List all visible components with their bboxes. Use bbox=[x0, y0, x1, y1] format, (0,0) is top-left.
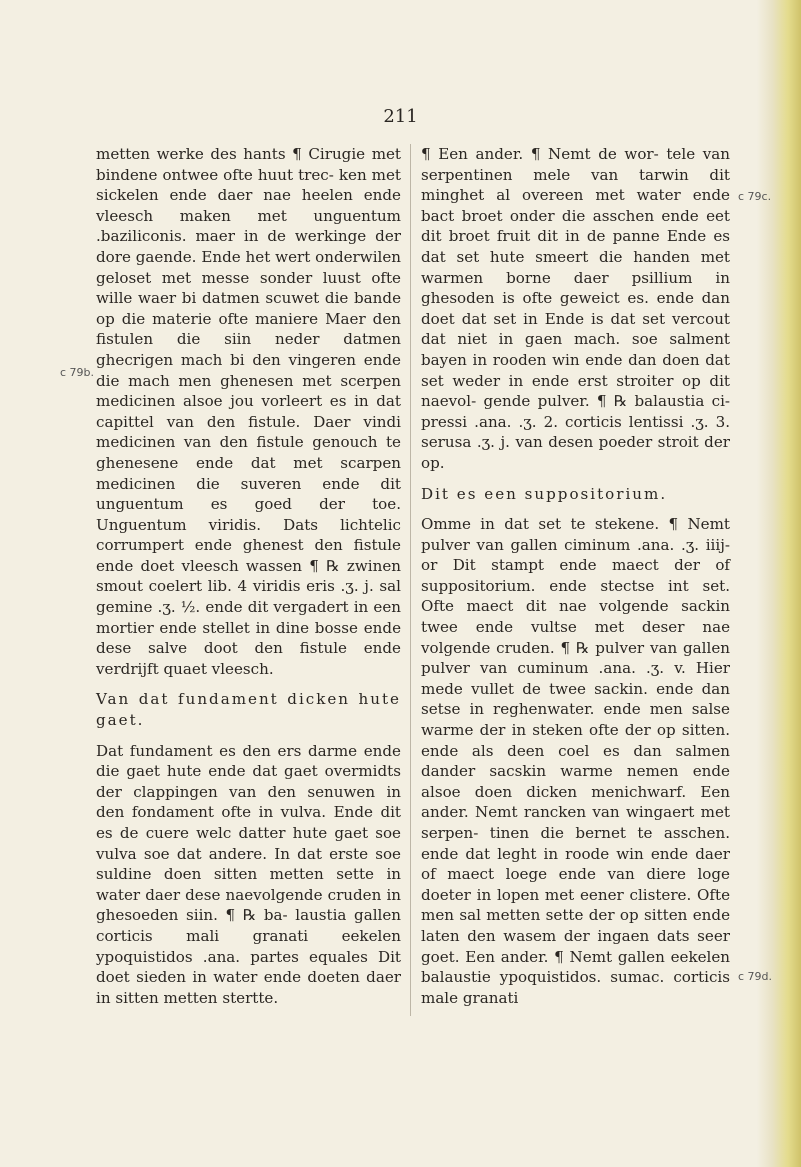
left-paragraph-1: metten werke des hants ¶ Cirugie met bindene ontwee ofte huut trec- ken met sickelen ende daer nae heelen ende vleesch maken met unguentum .baziliconis. maer in de werkinge der dore gaende. Ende het wert onderwilen geloset met messe sonder luust ofte wille waer bi datmen scuwet die bande op die materie ofte maniere Maer den fistulen die siin neder datmen ghecrigen mach bi den vingeren ende die mach men ghenesen met scerpen medicinen alsoe jou vorleert es in dat capittel van den fistule. Daer vindi medicinen van den fistule genouch te ghenesene ende dat met scarpen medicinen die suveren ende dit unguentum es goed der toe. Unguentum viridis. Dats lichtelic corrumpert ende ghenest den fistule ende doet vleesch wassen ¶ ℞ zwinen smout coelert lib. 4 viridis eris .ʒ. j. sal gemine .ʒ. ½. ende dit vergadert in een mortier ende stellet in dine bosse ende dese salve doot den fistule ende verdrijft quaet vleesch. bbox=[96, 145, 401, 678]
right-column bbox=[421, 144, 730, 1008]
left-heading-fundament: Van dat fundament dicken hute gaet. bbox=[96, 690, 401, 730]
column-divider bbox=[410, 144, 411, 1016]
margin-note-right-2: c 79d. bbox=[738, 970, 773, 983]
left-column bbox=[96, 144, 401, 1008]
left-paragraph-2: Dat fundament es den ers darme ende die gaet hute ende dat gaet overmidts der clappingen van den senuwen in den fondament ofte in vulva. Ende dit es de cuere welc datter hute gaet soe vulva soe dat andere. In dat erste soe suldine doen sitten metten sette in water daer dese naevolgende cruden in ghesoeden siin. ¶ ℞ ba- laustia gallen corticis mali granati eekelen ypoquistidos .ana. partes equales Dit doet sieden in water ende doeten daer in sitten metten stertte. bbox=[96, 741, 401, 1007]
right-paragraph-1: ¶ Een ander. ¶ Nemt de wor- tele van serpentinen mele van tarwin dit minghet al overeen met water ende bact broet onder die asschen ende eet dit broet fruit dit in de panne Ende es dat set hute smeert die handen met warmen borne daer psillium in ghesoden is ofte geweict es. ende dan doet dat set in Ende is dat set vercout dat niet in gaen mach. soe salment bayen in rooden win ende dan doen dat set weder in ende erst stroiter op dit naevol- gende pulver. ¶ ℞ balaustia ci- pressi .ana. .ʒ. 2. corticis lentissi .ʒ. 3. serusa .ʒ. j. van desen poeder stroit der op. bbox=[421, 145, 730, 472]
right-paragraph-2: Omme in dat set te stekene. ¶ Nemt pulver van gallen ciminum .ana. .ʒ. iiij-or Dit stampt ende maect der of suppositorium. ende stectse int set. Ofte maect dit nae volgende sackin twee ende vultse met deser nae volgende cruden. ¶ ℞ pulver van gallen pulver van cuminum .ana. .ʒ. v. Hier mede vullet de twee sackin. ende dan setse in reghenwater. ende men salse warme der in steken ofte der op sitten. ende als deen coel es dan salmen dander sacskin warme nemen ende alsoe doen dicken menichwarf. Een ander. Nemt rancken van wingaert met serpen- tinen die bernet te asschen. ende dat leght in roode win ende daer of maect loege ende van diere loge doeter in lopen met eener clistere. Ofte men sal metten sette der op sitten ende laten den wasem der ingaen dats seer goet. Een ander. ¶ Nemt gallen eekelen balaustie ypoquistidos. sumac. corticis male granati bbox=[421, 515, 730, 1007]
page-binding-edge bbox=[757, 0, 801, 1167]
page-number: 211 bbox=[383, 106, 418, 127]
right-heading-suppositorium: Dit es een suppositorium. bbox=[421, 484, 668, 503]
margin-note-right-1: c 79c. bbox=[738, 190, 772, 203]
margin-note-left: c 79b. bbox=[60, 366, 95, 379]
